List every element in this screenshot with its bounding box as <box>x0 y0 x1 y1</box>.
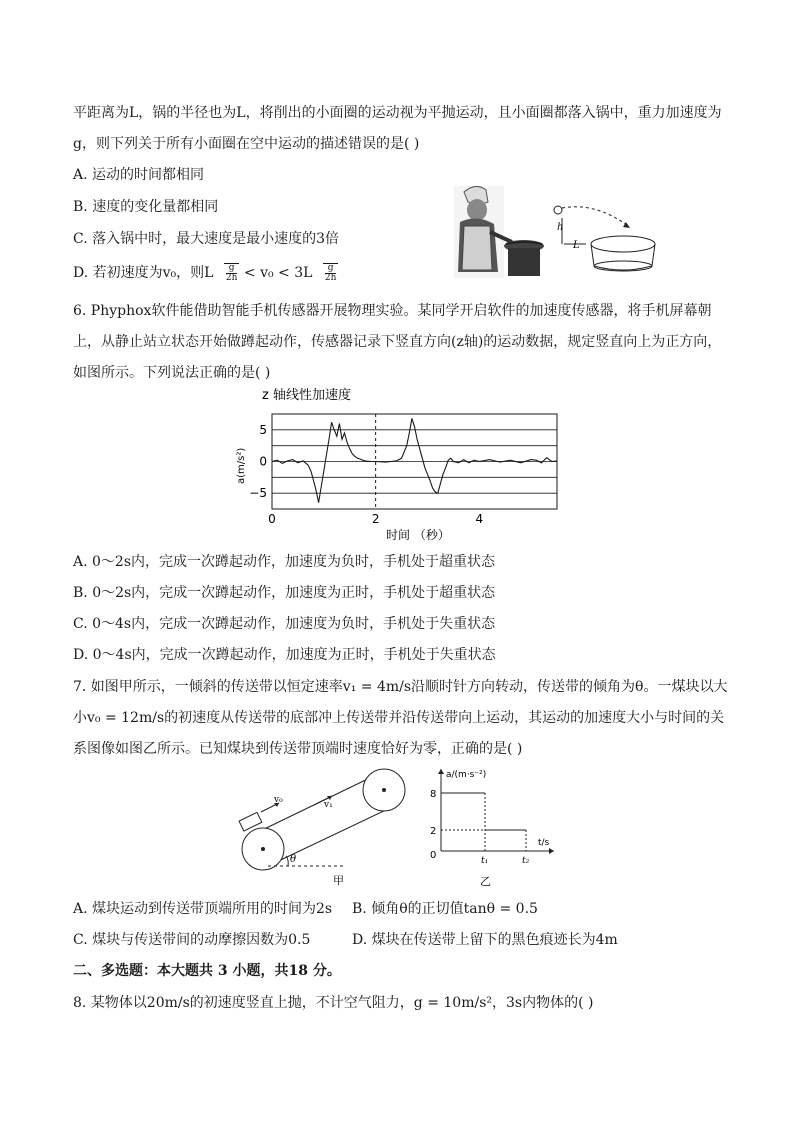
q7-option-b: B. 倾角θ的正切值tanθ = 0.5 <box>352 901 538 917</box>
q6-stem-line1: 6. Phyphox软件能借助智能手机传感器开展物理实验。某同学开启软件的加速度传感器，将手机屏幕朝 <box>73 303 712 319</box>
q5-fig-h-label: h <box>557 222 564 233</box>
q7-stem-line3: 系图像如图乙所示。已知煤块到传送带顶端时速度恰好为零，正确的是( ) <box>73 741 523 757</box>
q7-stem-line2: 小v₀ = 12m/s的初速度从传送带的底部冲上传送带并沿传送带向上运动，其运动的加速度大小与时间的关 <box>73 710 725 726</box>
yi-t1: t₁ <box>481 856 489 866</box>
q8-stem-line1: 8. 某物体以20m/s的初速度竖直上抛，不计空气阻力，g = 10m/s²，3s内物体的( ) <box>73 995 594 1011</box>
yi-caption: 乙 <box>480 875 491 888</box>
q6-option-c: C. 0～4s内，完成一次蹲起动作，加速度为负时，手机处于失重状态 <box>73 616 496 632</box>
yi-xlabel: t/s <box>538 838 550 848</box>
q5-option-d-radical2 <box>323 263 339 283</box>
q5-stem-line2: g，则下列关于所有小面圈在空中运动的描述错误的是( ) <box>73 136 420 152</box>
q7-figure-jia <box>236 756 406 888</box>
yi-t2: t₂ <box>522 856 530 866</box>
q7-figure-yi <box>422 763 562 888</box>
q5-option-b: B. 速度的变化量都相同 <box>73 199 219 215</box>
q6-option-a: A. 0～2s内，完成一次蹲起动作，加速度为负时，手机处于超重状态 <box>73 554 496 570</box>
q5-option-a: A. 运动的时间都相同 <box>73 167 205 183</box>
q6-option-b: B. 0～2s内，完成一次蹲起动作，加速度为正时，手机处于超重状态 <box>73 585 496 601</box>
y-tick-label: −5 <box>249 486 267 501</box>
q5-option-d <box>73 263 338 283</box>
y-tick-label: 5 <box>259 422 267 437</box>
jia-caption: 甲 <box>333 874 344 887</box>
x-tick-label: 0 <box>268 512 276 526</box>
chart-title: z 轴线性加速度 <box>262 388 351 403</box>
chart-ticks <box>249 423 483 526</box>
q7-stem-line1: 7. 如图甲所示，一倾斜的传送带以恒定速率v₁ = 4m/s沿顺时针方向转动，传送带的倾角为θ。一煤块以大 <box>73 679 728 695</box>
chef-photo <box>454 186 544 278</box>
yi-ylabel: a/(m·s⁻²) <box>446 770 487 780</box>
q5-fig-L1-label: L <box>573 240 580 251</box>
section-2-heading: 二、多选题：本大题共 3 小题，共18 分。 <box>73 963 341 979</box>
q6-stem-line2: 上，从静止站立状态开始做蹲起动作，传感器记录下竖直方向(z轴)的运动数据，规定竖直向上为正方向， <box>73 334 722 350</box>
chart-ylabel: a(m/s²) <box>236 447 247 484</box>
q7-option-a: A. 煤块运动到传送带顶端所用的时间为2s <box>73 901 333 917</box>
q5-illustration <box>446 182 661 282</box>
q5-frac1-num: g <box>226 264 238 274</box>
projectile-diagram <box>554 206 655 271</box>
q5-option-d-prefix: D. 若初速度为v₀，则L <box>73 265 214 281</box>
chart-xlabel: 时间 （秒） <box>386 528 450 542</box>
acceleration-series-line <box>272 418 557 502</box>
y-tick-label: 0 <box>259 454 267 469</box>
q5-frac2-num: g <box>325 264 337 274</box>
yi-tick-8: 8 <box>430 789 437 800</box>
q5-stem-line1: 平距离为L，锅的半径也为L，将削出的小面圈的运动视为平抛运动，且小面圈都落入锅中，重力加速度为 <box>73 105 722 121</box>
yi-origin: 0 <box>430 850 437 861</box>
theta-label: θ <box>290 854 297 865</box>
acceleration-chart <box>230 384 565 544</box>
q7-option-c: C. 煤块与传送带间的动摩擦因数为0.5 <box>73 932 311 948</box>
q6-stem-line3: 如图所示。下列说法正确的是( ) <box>73 365 271 381</box>
yi-tick-2: 2 <box>430 826 437 837</box>
q5-option-d-mid: < v₀ < 3L <box>243 265 313 281</box>
q5-frac2-den: 2h <box>324 273 337 283</box>
q5-frac1-den: 2h <box>225 273 238 283</box>
v1-label: v₁ <box>324 800 333 810</box>
v0-label: v₀ <box>274 795 283 805</box>
x-tick-label: 4 <box>475 512 484 526</box>
q6-option-d: D. 0～4s内，完成一次蹲起动作，加速度为正时，手机处于失重状态 <box>73 647 496 663</box>
x-tick-label: 2 <box>371 512 380 526</box>
q5-option-d-radical1 <box>224 263 240 283</box>
q5-option-c: C. 落入锅中时，最大速度是最小速度的3倍 <box>73 231 340 247</box>
q7-option-d: D. 煤块在传送带上留下的黑色痕迹长为4m <box>352 932 618 948</box>
